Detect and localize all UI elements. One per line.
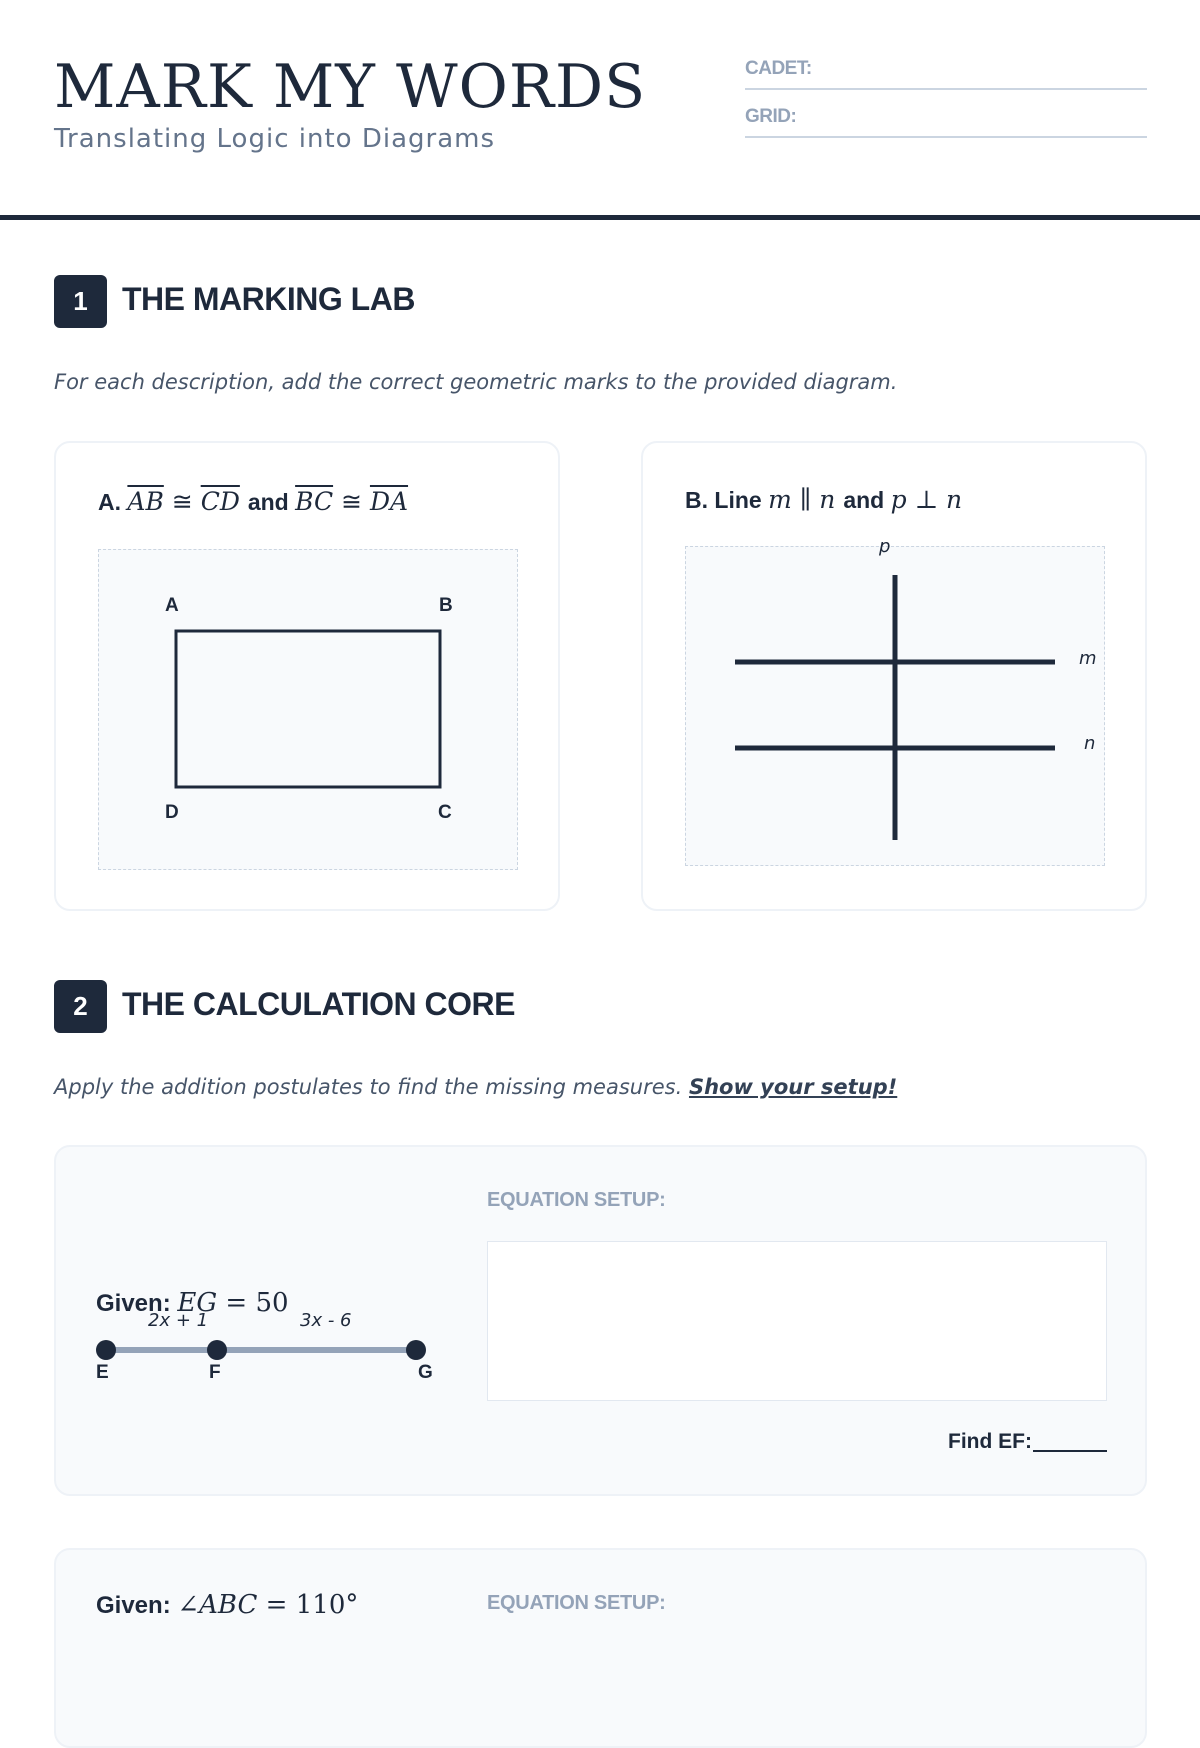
segment-ab: $\overline{AB}$: [127, 487, 164, 516]
congruent-symbol: ≅: [341, 487, 362, 516]
find-ef-label: Find EF:: [948, 1430, 1032, 1453]
line-n-name: n: [946, 485, 963, 514]
lines-figure: [686, 547, 1106, 867]
equals-sign: =: [225, 1288, 248, 1318]
rectangle-figure: [99, 550, 519, 871]
given-value: 50: [255, 1288, 289, 1318]
card-a-and: and: [247, 489, 289, 515]
section-2-title: THE CALCULATION CORE: [122, 986, 515, 1022]
card-a-diagram[interactable]: [98, 549, 518, 870]
given-value: 110°: [295, 1590, 359, 1620]
given-segment: EG: [177, 1288, 218, 1318]
vertex-b-label: B: [439, 595, 453, 616]
line-m-name: m: [768, 485, 792, 514]
vertex-c-label: C: [438, 802, 452, 823]
problem-2-given: [96, 1590, 358, 1620]
point-e: [96, 1340, 116, 1360]
line-m-label: m: [1079, 648, 1097, 669]
segment-fg-expression: 3x - 6: [300, 1310, 352, 1331]
parallel-symbol: ∥: [799, 485, 812, 514]
worksheet-header: [0, 0, 1200, 220]
segment-cd: $\overline{CD}$: [200, 487, 240, 516]
perpendicular-symbol: ⊥: [914, 485, 939, 514]
section-1-title: THE MARKING LAB: [122, 281, 415, 317]
given-label: Given:: [96, 1290, 171, 1317]
equation-setup-label: EQUATION SETUP:: [487, 1189, 666, 1211]
point-f: [207, 1340, 227, 1360]
point-f-label: F: [209, 1362, 221, 1383]
point-g: [406, 1340, 426, 1360]
segment-bc: $\overline{BC}$: [295, 487, 334, 516]
section-1-instructions: For each description, add the correct geometric marks to the provided diagram.: [54, 370, 898, 394]
grid-field[interactable]: [745, 102, 1147, 138]
point-e-label: E: [96, 1362, 109, 1383]
given-angle: ∠ABC: [177, 1590, 258, 1620]
card-a-label: [98, 487, 408, 516]
line-n-name: n: [819, 485, 836, 514]
segment-diagram: [86, 1331, 446, 1371]
page-subtitle: Translating Logic into Diagrams: [54, 124, 495, 154]
congruent-symbol: ≅: [171, 487, 193, 516]
equation-setup-box[interactable]: [487, 1241, 1107, 1401]
card-b: [641, 441, 1147, 911]
cadet-field[interactable]: [745, 54, 1147, 90]
find-ef-answer-blank[interactable]: [1033, 1450, 1107, 1452]
card-b-and: and: [843, 487, 885, 513]
given-label: Given:: [96, 1592, 171, 1619]
vertex-d-label: D: [165, 802, 179, 823]
card-b-diagram[interactable]: [685, 536, 1105, 866]
section-2-instructions-text: Apply the addition postulates to find the missing measures.: [54, 1075, 683, 1099]
section-2-instructions: [54, 1075, 897, 1099]
card-b-prefix: B. Line: [685, 487, 762, 513]
grid-label: GRID:: [745, 106, 797, 127]
equals-sign: =: [265, 1590, 288, 1620]
point-g-label: G: [418, 1362, 433, 1383]
section-2-number: 2: [54, 980, 107, 1033]
page-title: MARK MY WORDS: [54, 52, 647, 122]
line-n-label: n: [1084, 733, 1096, 754]
problem-1-panel: [54, 1145, 1147, 1496]
vertex-a-label: A: [165, 595, 179, 616]
cadet-label: CADET:: [745, 58, 812, 79]
line-p-label: p: [879, 536, 891, 557]
problem-2-panel: [54, 1548, 1147, 1748]
show-setup-emphasis: Show your setup!: [688, 1075, 898, 1099]
equation-setup-label: EQUATION SETUP:: [487, 1592, 666, 1614]
section-1-number: 1: [54, 275, 107, 328]
card-a: [54, 441, 560, 911]
line-p-name: p: [890, 485, 907, 514]
card-a-prefix: A.: [98, 489, 121, 515]
segment-da: $\overline{DA}$: [369, 487, 409, 516]
card-b-label: [685, 485, 962, 514]
segment-ef-expression: 2x + 1: [148, 1310, 209, 1331]
